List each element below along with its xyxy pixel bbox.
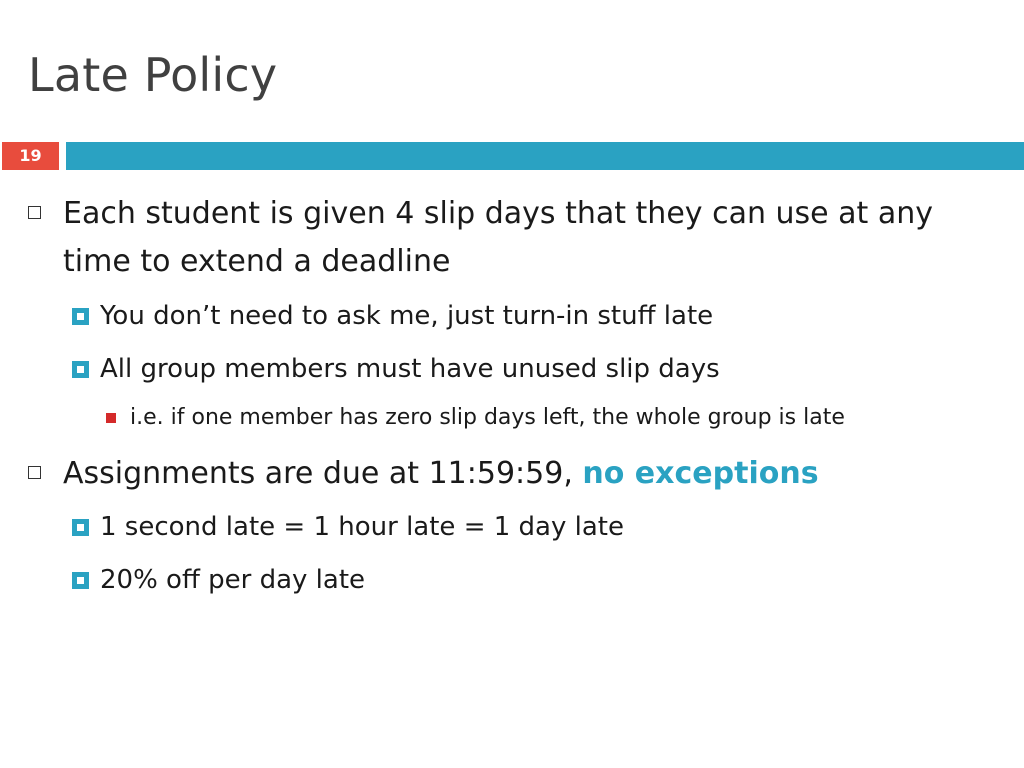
- bullet-text: [63, 450, 819, 498]
- hollow-square-bullet-icon: [28, 466, 41, 479]
- square-bullet-icon: [72, 308, 89, 325]
- bullet-due-time: [28, 450, 1008, 498]
- square-bullet-icon: [72, 361, 89, 378]
- subbullet-text: All group members must have unused slip days: [100, 354, 720, 384]
- subbullet-text: 1 second late = 1 hour late = 1 day late: [100, 512, 624, 542]
- header-rule: [66, 142, 1024, 170]
- subsubbullet-text: i.e. if one member has zero slip days left, the whole group is late: [130, 405, 845, 430]
- square-bullet-icon: [72, 519, 89, 536]
- hollow-square-bullet-icon: [28, 206, 41, 219]
- subbullet-text: You don’t need to ask me, just turn-in stuff late: [100, 301, 714, 331]
- bullet-text-line1: Each student is given 4 slip days that they can use at any: [63, 196, 933, 231]
- due-prefix: Assignments are due at 11:59:59,: [63, 456, 583, 491]
- square-bullet-icon: [72, 572, 89, 589]
- slide-title: Late Policy: [28, 48, 278, 102]
- bullet-text-line2: time to extend a deadline: [63, 244, 451, 279]
- slide-number: 19: [2, 142, 59, 170]
- bullet-slip-days: [28, 190, 1008, 286]
- subbullet-text: 20% off per day late: [100, 565, 366, 595]
- filled-square-bullet-icon: [106, 413, 116, 423]
- no-exceptions-emphasis: no exceptions: [582, 456, 819, 491]
